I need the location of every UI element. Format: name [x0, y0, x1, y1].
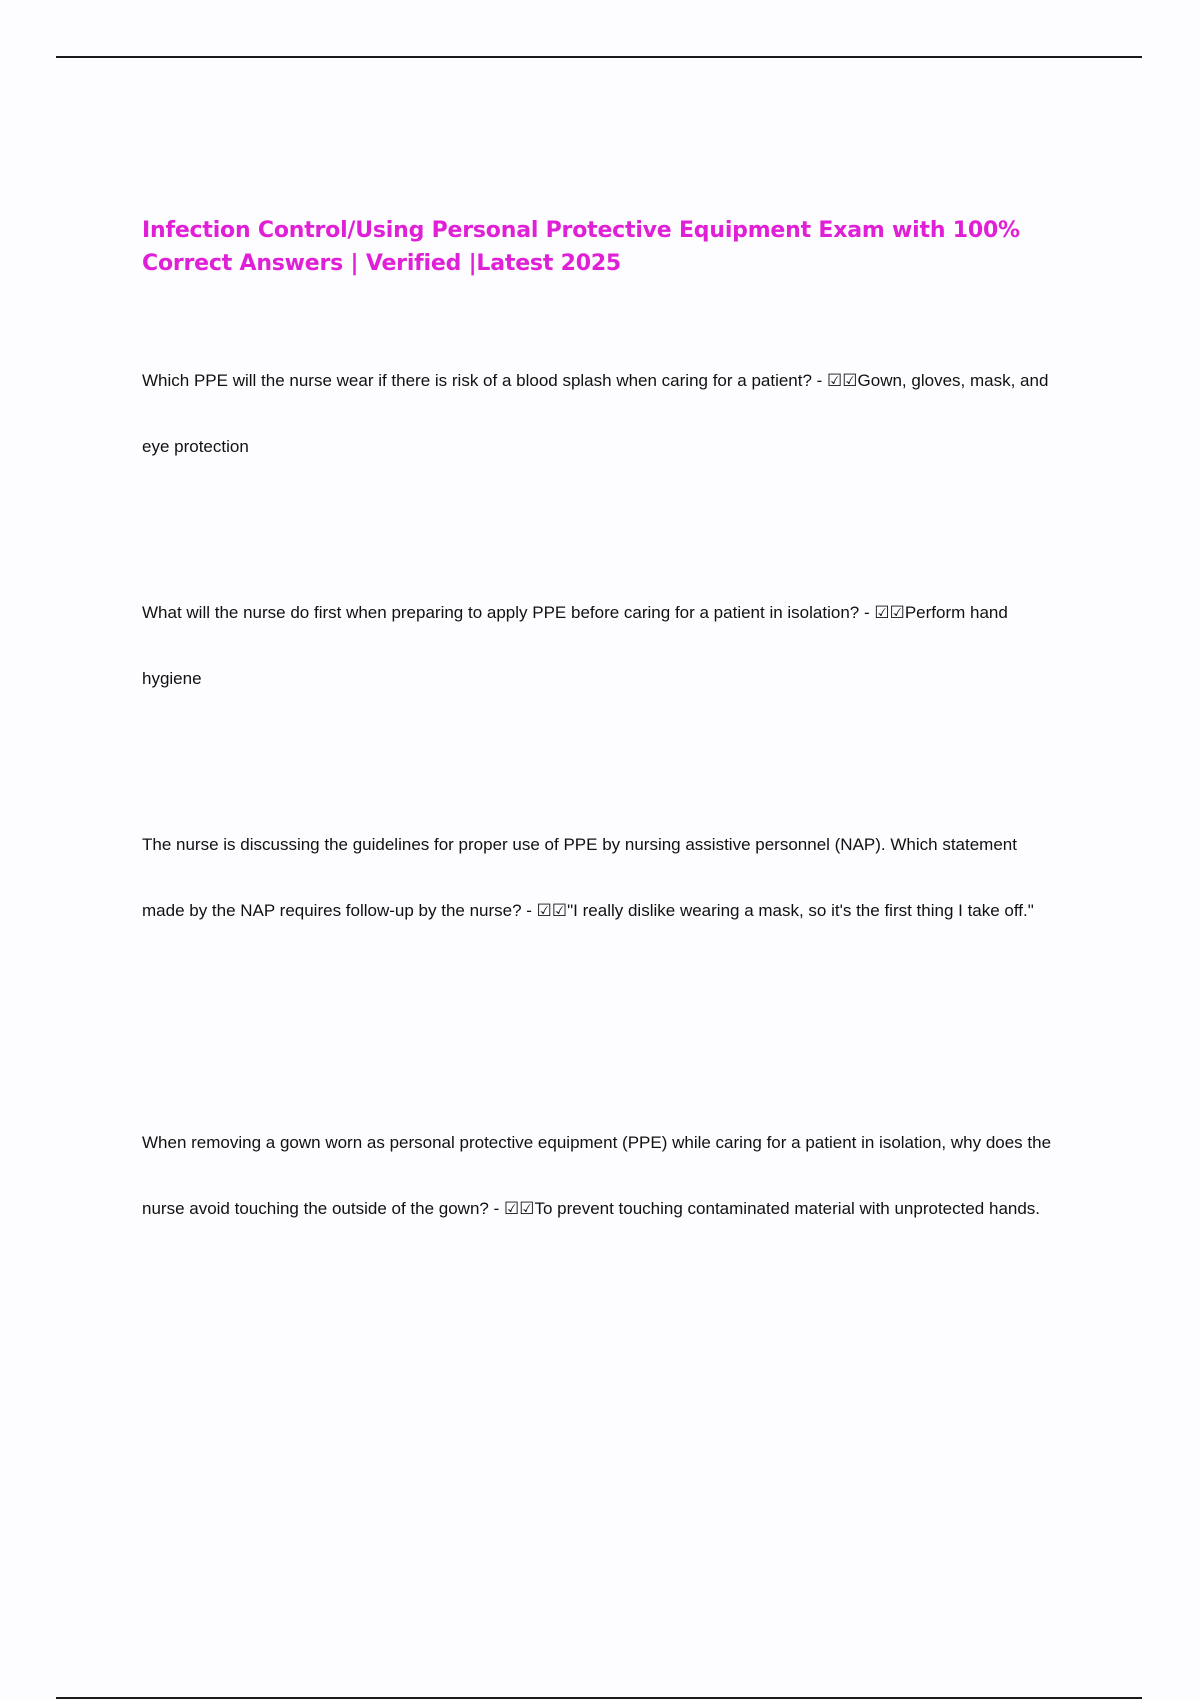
- qa-item: The nurse is discussing the guidelines for proper use of PPE by nursing assistive personnel (NAP). Which statement made by the NAP requires follow-up by the nurse? - ☑☑"I really dislike wearing a mask, so it's the first thing I take off.": [142, 835, 1034, 920]
- top-divider: [56, 56, 1142, 58]
- qa-item: Which PPE will the nurse wear if there is risk of a blood splash when caring for a patient? - ☑☑Gown, gloves, mask, and eye protection: [142, 371, 1049, 456]
- document-title: Infection Control/Using Personal Protective Equipment Exam with 100% Correct Answers | Verified |Latest 2025: [142, 218, 1020, 276]
- qa-item: When removing a gown worn as personal protective equipment (PPE) while caring for a patient in isolation, why does the nurse avoid touching the outside of the gown? - ☑☑To prevent touching contaminated material with unprotected hands.: [142, 1133, 1052, 1218]
- qa-item: What will the nurse do first when preparing to apply PPE before caring for a patient in isolation? - ☑☑Perform hand hygiene: [142, 603, 1008, 688]
- bottom-divider: [56, 1697, 1142, 1699]
